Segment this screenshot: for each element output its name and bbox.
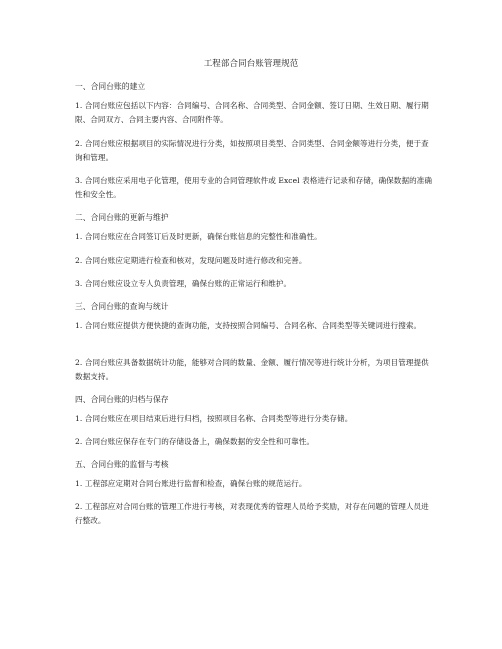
paragraph: 1. 合同台账应包括以下内容：合同编号、合同名称、合同类型、合同金额、签订日期、生效日期、履行期限、合同双方、合同主要内容、合同附件等。 xyxy=(75,101,429,124)
document-title: 工程部合同台账管理规范 xyxy=(203,59,299,69)
section-heading: 四、合同台账的归档与保存 xyxy=(75,395,169,404)
paragraph: 2. 合同台账应定期进行检查和核对，发现问题及时进行修改和完善。 xyxy=(75,256,307,265)
paragraph: 3. 合同台账应采用电子化管理，使用专业的合同管理软件或 Excel 表格进行记录和存储，确保数据的准确性和安全性。 xyxy=(75,176,433,199)
section-heading: 一、合同台账的建立 xyxy=(75,82,146,91)
paragraph: 1. 合同台账应提供方便快捷的查询功能，支持按照合同编号、合同名称、合同类型等关键词进行搜索。 xyxy=(75,321,422,330)
section-heading: 五、合同台账的监督与考核 xyxy=(75,460,169,469)
paragraph: 1. 合同台账应在项目结束后进行归档，按照项目名称、合同类型等进行分类存储。 xyxy=(75,414,353,423)
paragraph: 1. 合同台账应在合同签订后及时更新，确保台账信息的完整性和准确性。 xyxy=(75,232,322,241)
paragraph: 2. 工程部应对合同台账的管理工作进行考核，对表现优秀的管理人员给予奖励，对存在问题的管理人员进行整改。 xyxy=(75,502,429,525)
section-heading: 三、合同台账的查询与统计 xyxy=(75,302,169,311)
paragraph: 2. 合同台账应保存在专门的存储设备上，确保数据的安全性和可靠性。 xyxy=(75,437,315,446)
paragraph: 2. 合同台账应具备数据统计功能，能够对合同的数量、金额、履行情况等进行统计分析，为项目管理提供数据支持。 xyxy=(75,358,429,381)
section-heading: 二、合同台账的更新与维护 xyxy=(75,213,169,222)
paragraph: 1. 工程部应定期对合同台账进行监督和检查，确保台账的规范运行。 xyxy=(75,479,307,488)
paragraph: 3. 合同台账应设立专人负责管理，确保台账的正常运行和维护。 xyxy=(75,279,292,288)
paragraph: 2. 合同台账应根据项目的实际情况进行分类，如按照项目类型、合同类型、合同金额等进行分类，便于查询和管理。 xyxy=(75,139,429,162)
